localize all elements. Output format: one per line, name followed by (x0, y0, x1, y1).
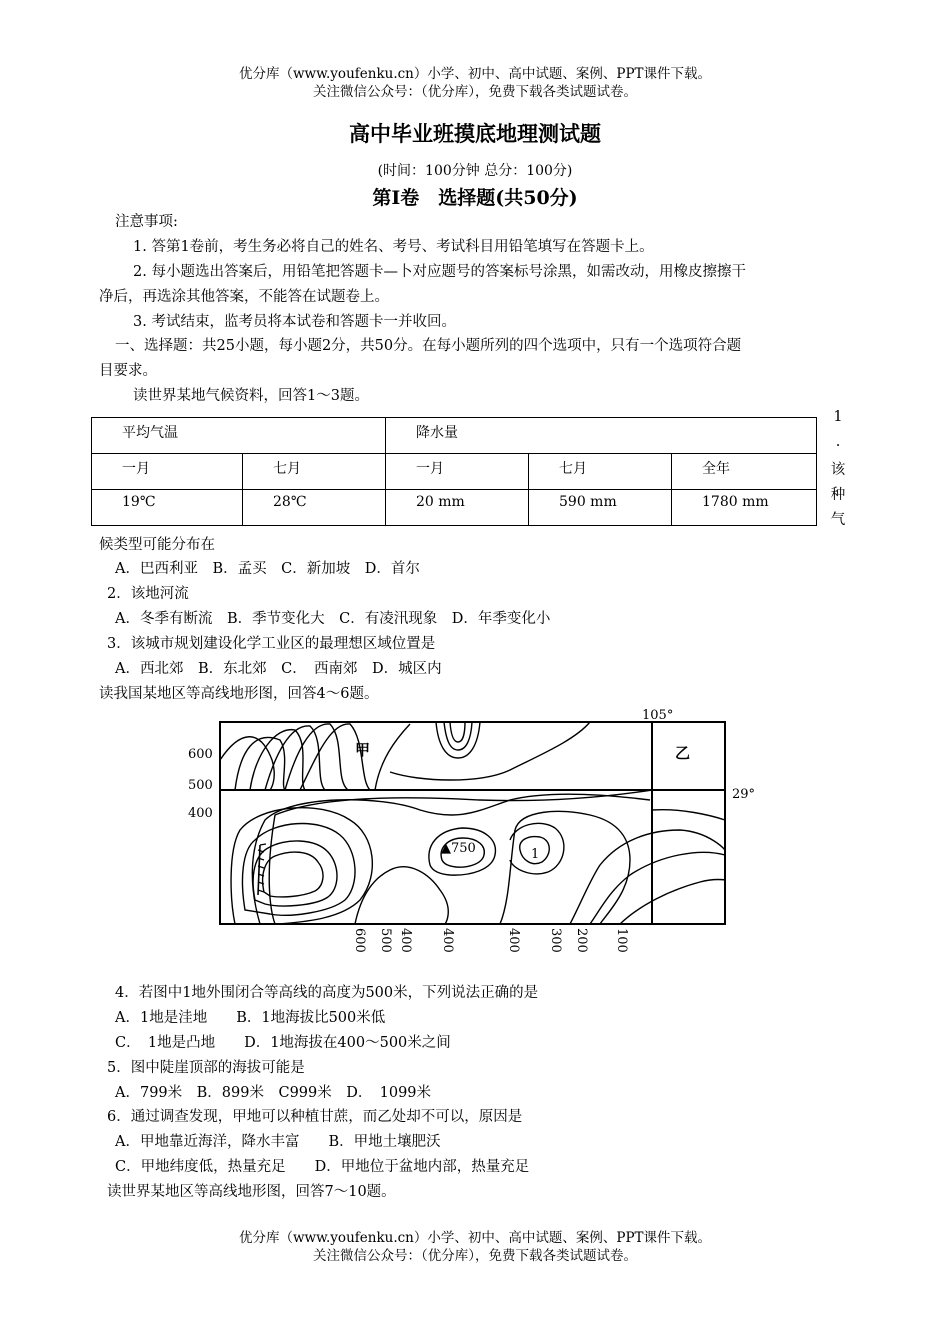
part1-intro-b: 目要求。 (99, 363, 157, 379)
bottom-label-300: 300 (548, 928, 563, 953)
table-col-jan-precip: 一月 (386, 454, 529, 490)
read-climate-prompt: 读世界某地气候资料，回答1～3题。 (133, 388, 369, 404)
table-col-annual-precip: 全年 (672, 454, 817, 490)
bottom-label-400: 400 (440, 928, 455, 953)
q6-options-ab: A．甲地靠近海洋，降水丰富 B．甲地土壤肥沃 (115, 1134, 441, 1150)
notes-heading: 注意事项: (115, 214, 178, 230)
q2-stem: 2．该地河流 (107, 586, 189, 602)
q6-stem: 6．通过调查发现，甲地可以种植甘蔗，而乙处却不可以，原因是 (107, 1109, 523, 1125)
q5-stem: 5．图中陡崖顶部的海拔可能是 (107, 1060, 305, 1076)
q1-options: A．巴西利亚 B．孟买 C．新加坡 D．首尔 (115, 561, 420, 577)
bottom-label-400: 400 (506, 928, 521, 953)
read-world-map-prompt: 读世界某地区等高线地形图，回答7～10题。 (107, 1184, 396, 1200)
notes-item-1: 1. 答第1卷前，考生务必将自己的姓名、考号、考试科目用铅笔填写在答题卡上。 (133, 239, 654, 255)
q3-stem: 3．该城市规划建设化学工业区的最理想区域位置是 (107, 636, 436, 652)
q1-side-char: 气 (830, 512, 846, 528)
contour-map (180, 700, 780, 960)
table-col-jan-temp: 一月 (92, 454, 243, 490)
header-line-1: 优分库（www.youfenku.cn）小学、初中、高中试题、案例、PPT课件下载。 (238, 66, 712, 82)
elevation-400: 400 (188, 806, 213, 821)
q6-options-cd: C．甲地纬度低，热量充足 D．甲地位于盆地内部，热量充足 (115, 1159, 530, 1175)
climate-table (91, 417, 817, 526)
table-cell: 590 mm (529, 490, 672, 526)
place-jia: 甲 (355, 741, 371, 759)
notes-item-2a: 2. 每小题选出答案后，用铅笔把答题卡—卜对应题号的答案标号涂黑，如需改动，用橡皮擦擦干 (133, 264, 746, 280)
exam-time-info: (时间：100分钟 总分：100分) (377, 163, 573, 179)
footer-line-1: 优分库（www.youfenku.cn）小学、初中、高中试题、案例、PPT课件下载。 (238, 1230, 712, 1246)
table-cell: 19℃ (92, 490, 243, 526)
exam-title: 高中毕业班摸底地理测试题 (349, 121, 601, 146)
section-title: 第Ⅰ卷 选择题(共50分) (372, 187, 578, 209)
table-header-precip: 降水量 (386, 418, 817, 454)
bottom-label-400: 400 (398, 928, 413, 953)
table-col-jul-temp: 七月 (243, 454, 386, 490)
notes-item-3: 3. 考试结束，监考员将本试卷和答题卡一并收回。 (133, 314, 456, 330)
q5-options: A．799米 B．899米 C999米 D． 1099米 (115, 1085, 432, 1101)
table-cell: 20 mm (386, 490, 529, 526)
elevation-600: 600 (188, 747, 213, 762)
q1-stem-cont: 候类型可能分布在 (99, 537, 215, 553)
q4-options-ab: A．1地是洼地 B．1地海拔比500米低 (115, 1010, 386, 1026)
q1-side-char: 种 (830, 487, 846, 503)
bottom-label-600: 600 (352, 928, 367, 953)
notes-item-2b: 净后，再选涂其他答案，不能答在试题卷上。 (99, 289, 389, 305)
elevation-500: 500 (188, 778, 213, 793)
table-col-jul-precip: 七月 (529, 454, 672, 490)
longitude-label: 105° (642, 708, 674, 723)
table-header-temp: 平均气温 (92, 418, 386, 454)
bottom-label-200: 200 (574, 928, 589, 953)
bottom-label-500: 500 (378, 928, 393, 953)
bottom-label-100: 100 (614, 928, 629, 953)
q1-side-dot: . (835, 434, 841, 450)
map-frame (220, 722, 725, 924)
q3-options: A．西北郊 B．东北郊 C． 西南郊 D．城区内 (115, 661, 442, 677)
latitude-label: 29° (732, 787, 756, 802)
read-map-prompt: 读我国某地区等高线地形图，回答4～6题。 (99, 686, 379, 702)
q4-options-cd: C． 1地是凸地 D．1地海拔在400～500米之间 (115, 1035, 451, 1051)
q1-side-number: 1 (833, 409, 843, 425)
table-cell: 1780 mm (672, 490, 817, 526)
q4-stem: 4．若图中1地外围闭合等高线的高度为500米，下列说法正确的是 (115, 985, 539, 1001)
peak-label: ▲750 (441, 841, 476, 856)
header-line-2: 关注微信公众号：（优分库），免费下载各类试题试卷。 (313, 84, 637, 100)
q1-side-char: 该 (830, 462, 846, 478)
place-yi: 乙 (675, 744, 691, 762)
point-1-label: 1 (531, 847, 540, 862)
footer-line-2: 关注微信公众号：（优分库），免费下载各类试题试卷。 (313, 1248, 637, 1264)
part1-intro-a: 一、选择题：共25小题，每小题2分，共50分。在每小题所列的四个选项中，只有一个选项符合题 (115, 338, 742, 354)
table-cell: 28℃ (243, 490, 386, 526)
q2-options: A．冬季有断流 B．季节变化大 C．有凌汛现象 D．年季变化小 (115, 611, 551, 627)
